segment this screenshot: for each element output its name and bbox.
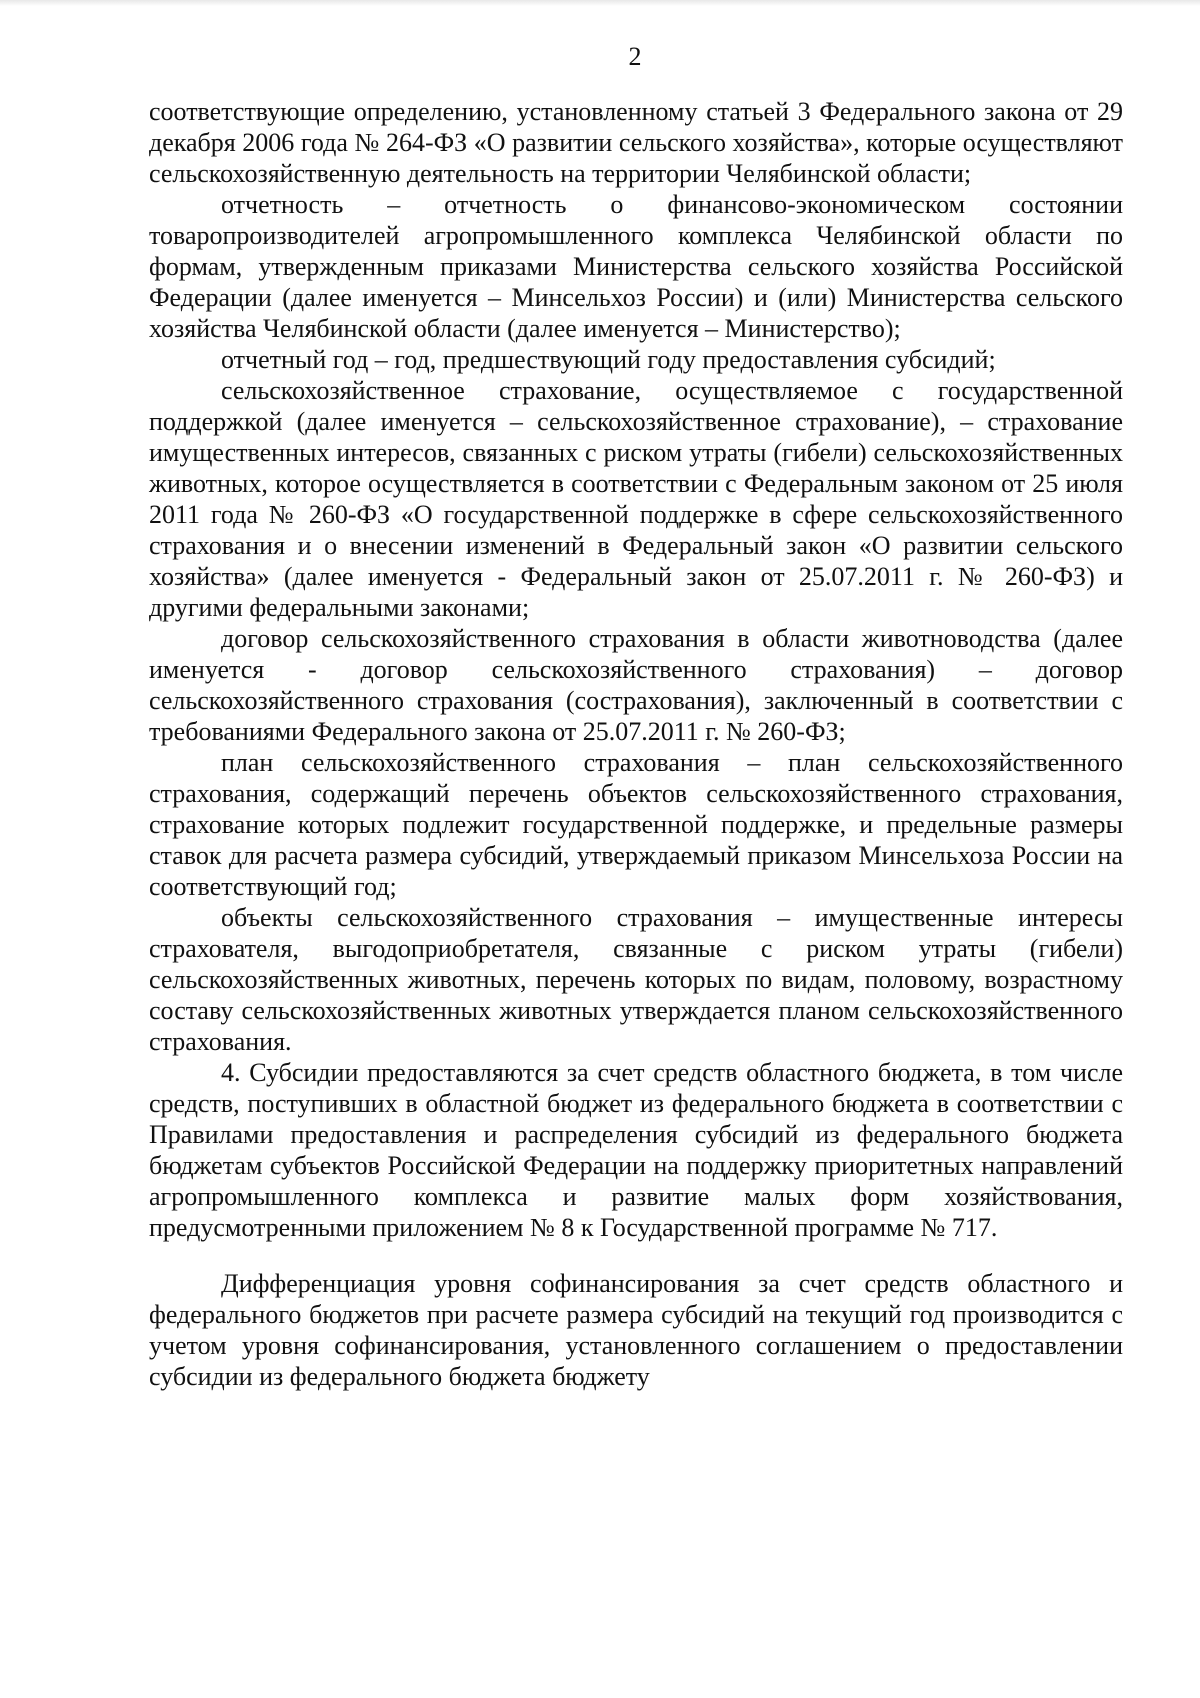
paragraph-reporting-year-definition: отчетный год – год, предшествующий году предоставления субсидий; — [221, 345, 996, 374]
paragraph-insurance-plan-definition: план сельскохозяйственного страхования – план сельскохозяйственного страхования, содержащий перечень объектов сельскохозяйственного страхования, страхование которых подлежит государственной поддержке, и предельные размеры ставок для расчета размера субсидий, утверждаемый приказом Минсельхоза России на соответствующий год; — [149, 748, 1123, 901]
paragraph-reporting-definition: отчетность – отчетность о финансово-экономическом состоянии товаропроизводителей агропромышленного комплекса Челябинской области по формам, утвержденным приказами Министерства сельского хозяйства Российской Федерации (далее именуется – Минсельхоз России) и (или) Министерства сельского хозяйства Челябинской области (далее именуется – Министерство); — [149, 190, 1123, 343]
paragraph-insurance-contract-definition: договор сельскохозяйственного страхования в области животноводства (далее именуется - договор сельскохозяйственного страхования) – договор сельскохозяйственного страхования (сострахования), заключенный в соответствии с требованиями Федерального закона от 25.07.2011 г. № 260-ФЗ; — [149, 624, 1123, 746]
page-number: 2 — [628, 42, 642, 71]
scan-edge-shadow — [0, 0, 1200, 6]
paragraph-cofinancing-differentiation: Дифференциация уровня софинансирования за счет средств областного и федерального бюджетов при расчете размера субсидий на текущий год производится с учетом уровня софинансирования, установленного соглашением о предоставлении субсидии из федерального бюджета бюджету — [149, 1269, 1123, 1391]
paragraph-insurance-objects-definition: объекты сельскохозяйственного страхования – имущественные интересы страхователя, выгодоприобретателя, связанные с риском утраты (гибели) сельскохозяйственных животных, перечень которых по видам, половому, возрастному составу сельскохозяйственных животных утверждается планом сельскохозяйственного страхования. — [149, 903, 1123, 1056]
paragraph-section-4-subsidies: 4. Субсидии предоставляются за счет средств областного бюджета, в том числе средств, поступивших в областной бюджет из федерального бюджета в соответствии с Правилами предоставления и распределения субсидий из федерального бюджета бюджетам субъектов Российской Федерации на поддержку приоритетных направлений агропромышленного комплекса и развитие малых форм хозяйствования, предусмотренными приложением № 8 к Государственной программе № 717. — [149, 1058, 1123, 1242]
document-body — [149, 96, 1123, 1392]
paragraph-producers-definition: соответствующие определению, установленному статьей 3 Федерального закона от 29 декабря 2006 года № 264-ФЗ «О развитии сельского хозяйства», которые осуществляют сельскохозяйственную деятельность на территории Челябинской области; — [149, 97, 1123, 188]
paragraph-agricultural-insurance-definition: сельскохозяйственное страхование, осуществляемое с государственной поддержкой (далее именуется – сельскохозяйственное страхование), – страхование имущественных интересов, связанных с риском утраты (гибели) сельскохозяйственных животных, которое осуществляется в соответствии с Федеральным законом от 25 июля 2011 года № 260-ФЗ «О государственной поддержке в сфере сельскохозяйственного страхования и о внесении изменений в Федеральный закон «О развитии сельского хозяйства» (далее именуется - Федеральный закон от 25.07.2011 г. № 260-ФЗ) и другими федеральными законами; — [149, 376, 1123, 622]
